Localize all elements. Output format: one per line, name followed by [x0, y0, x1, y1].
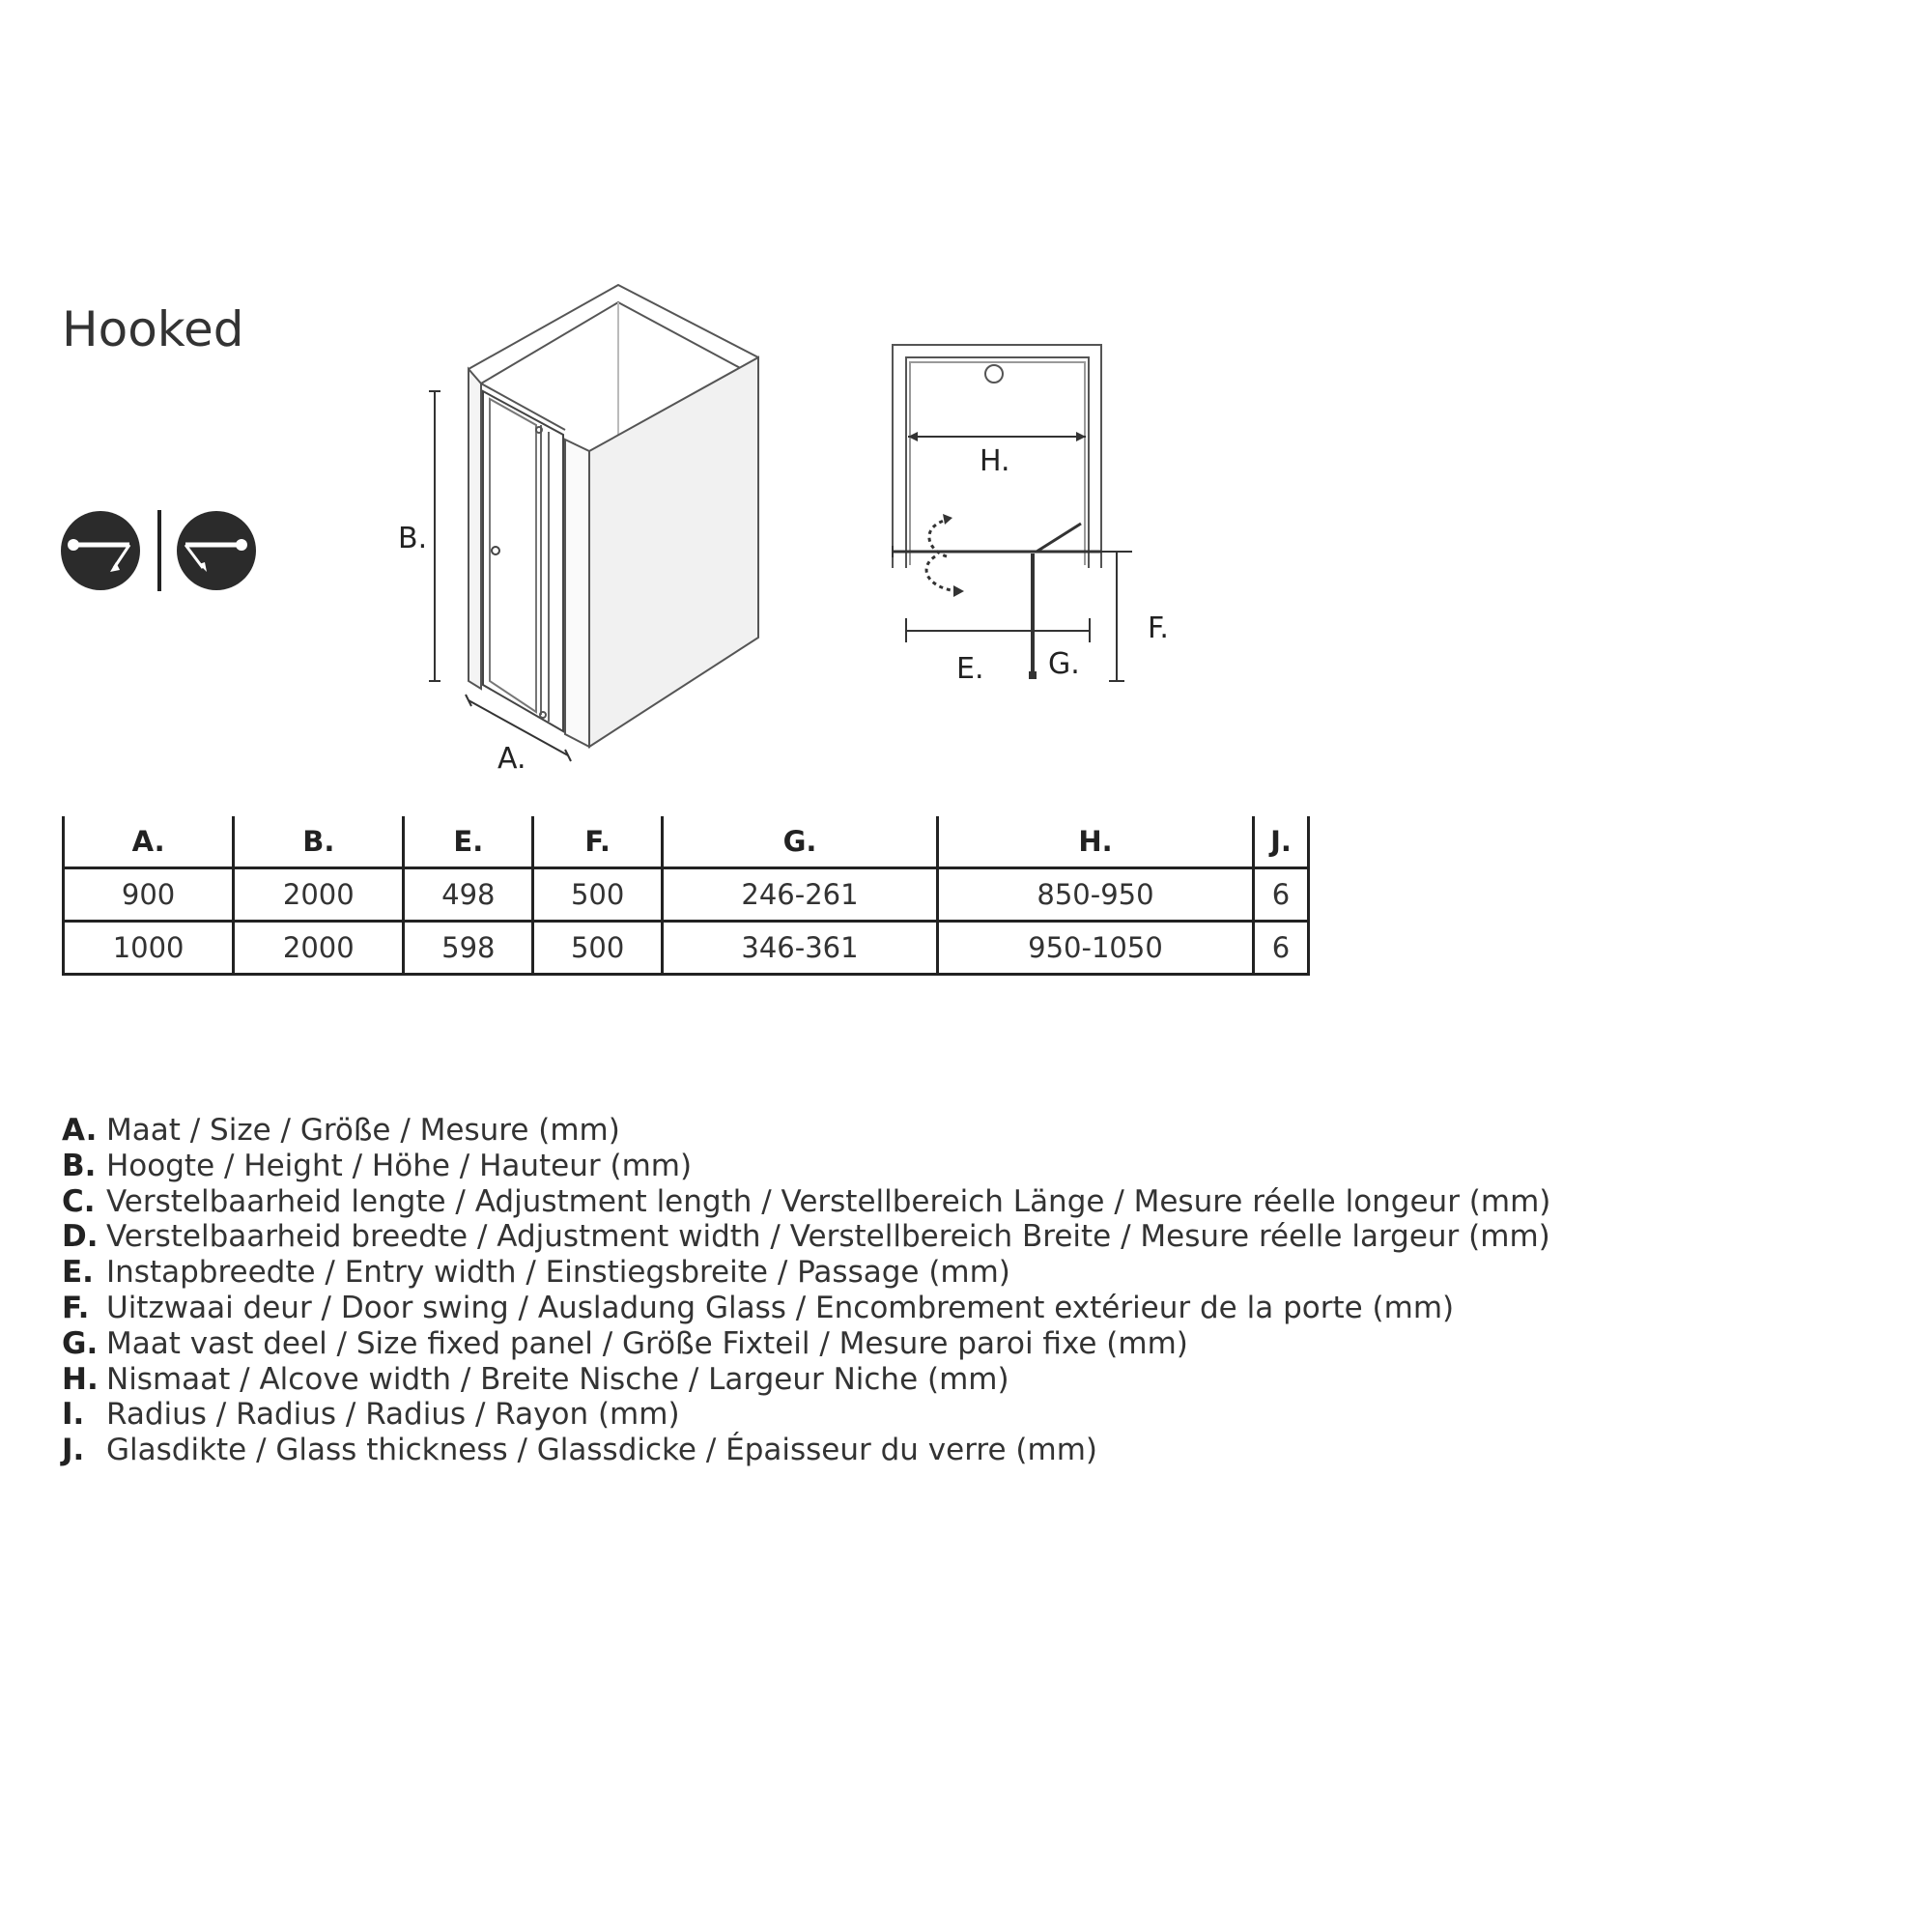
legend-item [62, 1291, 1550, 1326]
dimension-f-label: F. [1148, 611, 1169, 645]
table-cell: 346-361 [663, 922, 938, 975]
dimension-a-label: A. [497, 742, 526, 776]
dimension-g-label: G. [1048, 647, 1080, 681]
header-cell: B. [234, 816, 404, 868]
header-cell: F. [533, 816, 663, 868]
legend-text: Verstelbaarheid lengte / Adjustment length / Verstellbereich Länge / Mesure réelle longeur (mm) [106, 1183, 1551, 1219]
legend-item [62, 1326, 1550, 1362]
legend-text: Nismaat / Alcove width / Breite Nische / Largeur Niche (mm) [106, 1361, 1009, 1397]
legend-item [62, 1219, 1550, 1255]
legend-item [62, 1433, 1550, 1468]
legend-item [62, 1362, 1550, 1398]
header-cell: E. [404, 816, 533, 868]
table-header-row [64, 816, 1309, 868]
table-cell: 1000 [64, 922, 234, 975]
legend-letter: A. [62, 1113, 98, 1148]
legend-letter: D. [62, 1219, 99, 1255]
table-cell: 500 [533, 922, 663, 975]
dimension-h-label: H. [980, 444, 1010, 478]
table-cell: 6 [1254, 922, 1309, 975]
door-swing-right-icon [177, 511, 256, 590]
header-cell: J. [1254, 816, 1309, 868]
table-row [64, 868, 1309, 922]
shower-plan-diagram [860, 328, 1265, 696]
table-cell: 598 [404, 922, 533, 975]
table-cell: 498 [404, 868, 533, 922]
table-cell: 246-261 [663, 868, 938, 922]
table-cell: 6 [1254, 868, 1309, 922]
table-cell: 850-950 [937, 868, 1253, 922]
header-cell: A. [64, 816, 234, 868]
legend-text: Uitzwaai deur / Door swing / Ausladung Glass / Encombrement extérieur de la porte (mm) [106, 1290, 1455, 1325]
header-cell: G. [663, 816, 938, 868]
legend-item [62, 1184, 1550, 1220]
legend-letter: C. [62, 1183, 96, 1219]
dimension-legend [62, 1113, 1550, 1468]
legend-item [62, 1149, 1550, 1184]
legend-letter: I. [62, 1397, 85, 1433]
legend-text: Verstelbaarheid breedte / Adjustment width / Verstellbereich Breite / Mesure réelle largeur (mm) [106, 1219, 1550, 1255]
table-cell: 950-1050 [937, 922, 1253, 975]
legend-text: Maat vast deel / Size fixed panel / Größe Fixteil / Mesure paroi fixe (mm) [106, 1325, 1188, 1361]
legend-letter: E. [62, 1255, 94, 1291]
table-cell: 900 [64, 868, 234, 922]
dimensions-table [62, 816, 1310, 976]
door-swing-left-icon [61, 511, 140, 590]
table-cell: 2000 [234, 868, 404, 922]
legend-item [62, 1397, 1550, 1433]
legend-letter: J. [62, 1433, 85, 1468]
legend-item [62, 1113, 1550, 1149]
legend-letter: B. [62, 1148, 97, 1183]
header-cell: H. [937, 816, 1253, 868]
door-swing-icons [60, 502, 263, 599]
table-cell: 2000 [234, 922, 404, 975]
legend-text: Hoogte / Height / Höhe / Hauteur (mm) [106, 1148, 693, 1183]
legend-text: Radius / Radius / Radius / Rayon (mm) [106, 1397, 680, 1433]
table-cell: 500 [533, 868, 663, 922]
legend-item [62, 1255, 1550, 1291]
legend-text: Instapbreedte / Entry width / Einstiegsbreite / Passage (mm) [106, 1255, 1010, 1291]
dimension-e-label: E. [956, 652, 984, 686]
legend-letter: G. [62, 1325, 99, 1361]
legend-letter: F. [62, 1290, 90, 1325]
product-title: Hooked [62, 301, 244, 357]
legend-text: Maat / Size / Größe / Mesure (mm) [106, 1113, 620, 1148]
table-row [64, 922, 1309, 975]
legend-text: Glasdikte / Glass thickness / Glassdicke / Épaisseur du verre (mm) [106, 1433, 1097, 1468]
dimension-b-label: B. [398, 522, 428, 555]
legend-letter: H. [62, 1361, 99, 1397]
shower-enclosure-3d-diagram [386, 275, 773, 787]
